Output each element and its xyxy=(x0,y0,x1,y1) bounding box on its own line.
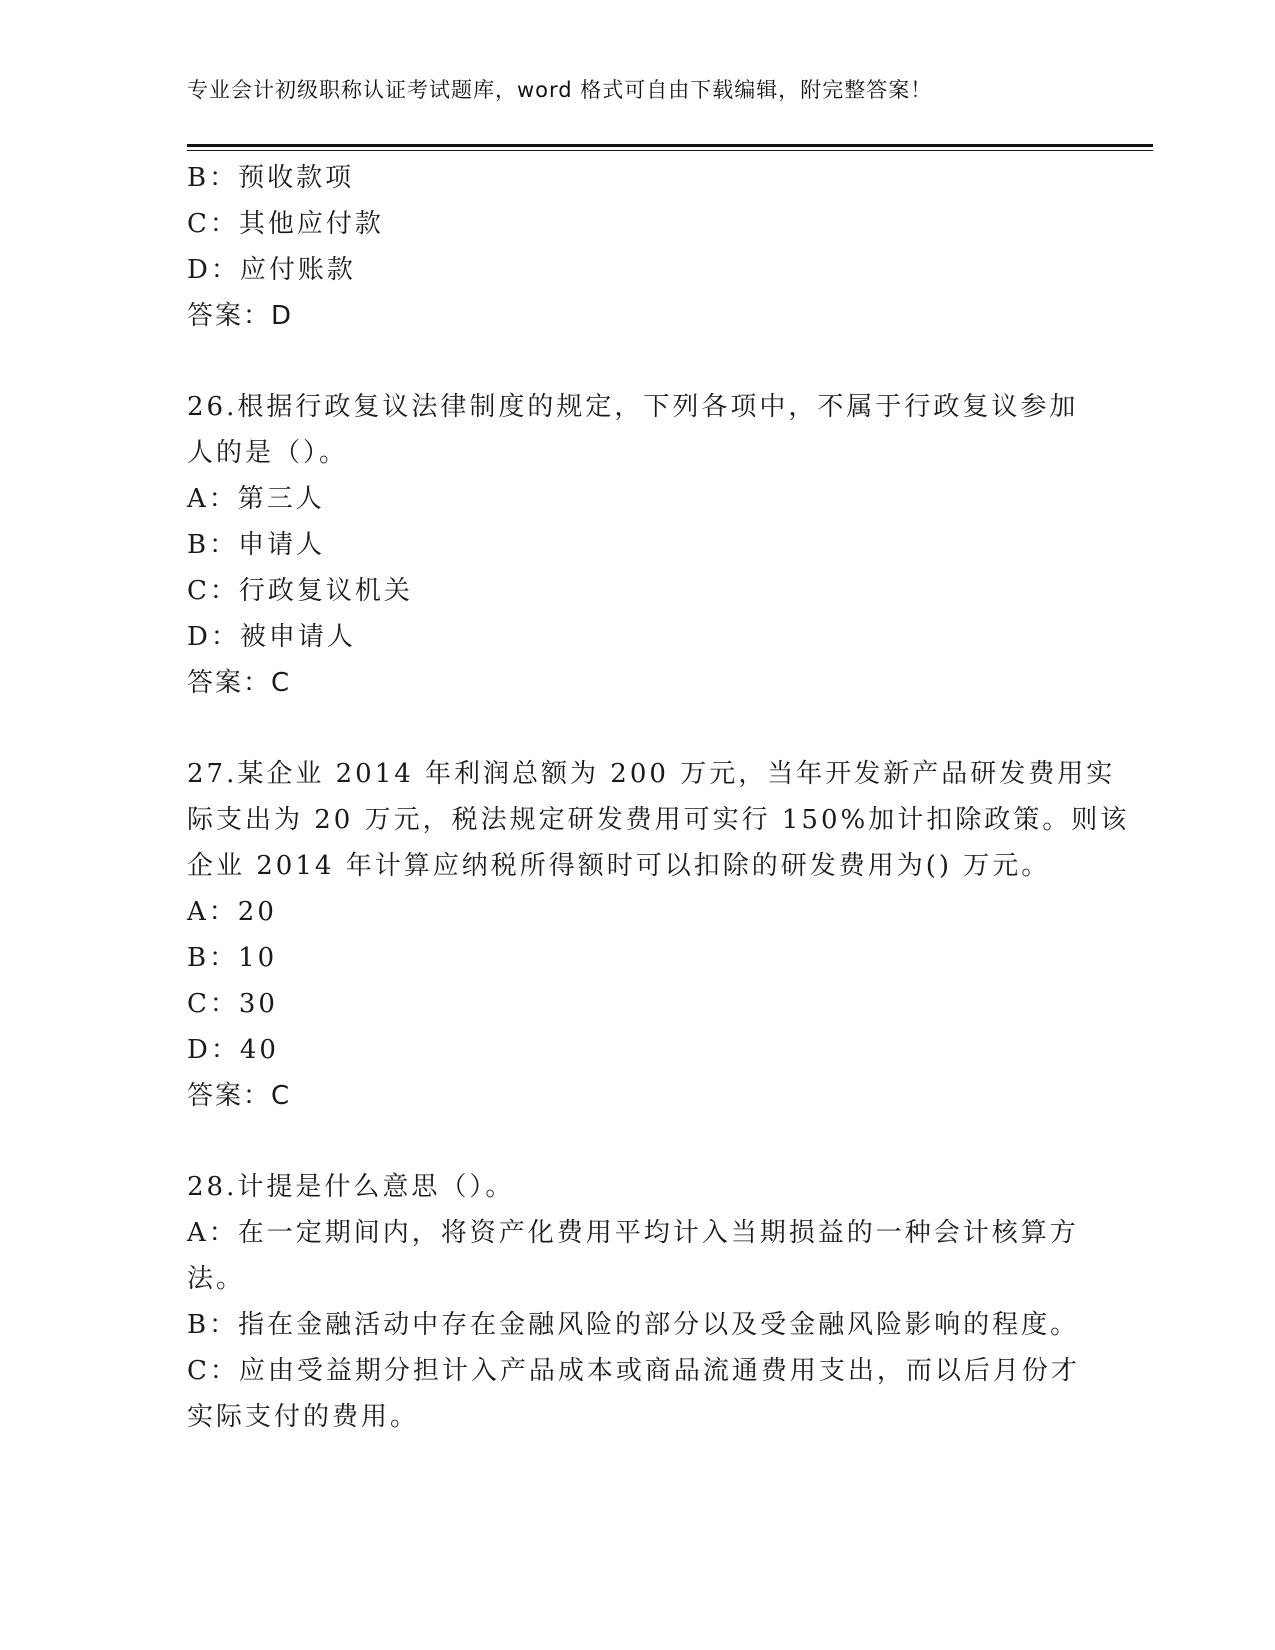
option-a: A：20 xyxy=(187,897,277,927)
option-b: B：指在金融活动中存在金融风险的部分以及受金融风险影响的程度。 xyxy=(187,1310,1080,1340)
answer-line: 答案：D xyxy=(187,301,294,331)
option-c: C：其他应付款 xyxy=(187,209,384,239)
answer-line: 答案：C xyxy=(187,1081,292,1111)
option-d: D：应付账款 xyxy=(187,255,356,285)
option-c: C：应由受益期分担计入产品成本或商品流通费用支出，而以后月份才 xyxy=(187,1356,1080,1386)
option-a: A：在一定期间内，将资产化费用平均计入当期损益的一种会计核算方 xyxy=(187,1218,1079,1248)
option-b: B：预收款项 xyxy=(187,163,355,193)
spacer xyxy=(187,706,1087,751)
question-stem: 28.计提是什么意思（）。 xyxy=(187,1172,515,1202)
question-25 xyxy=(187,155,1087,339)
option-c: C：行政复议机关 xyxy=(187,576,413,606)
question-27 xyxy=(187,751,1130,1119)
question-content xyxy=(187,155,1130,1440)
option-d: D：40 xyxy=(187,1035,279,1065)
question-26 xyxy=(187,384,1087,706)
option-c-continued: 实际支付的费用。 xyxy=(187,1402,420,1432)
question-stem: 人的是（）。 xyxy=(187,438,349,468)
option-a: A：第三人 xyxy=(187,484,325,514)
spacer xyxy=(187,339,1087,384)
option-b: B：申请人 xyxy=(187,530,326,560)
option-b: B：10 xyxy=(187,943,278,973)
question-28 xyxy=(187,1164,1087,1440)
answer-line: 答案：C xyxy=(187,668,292,698)
question-stem: 企业 2014 年计算应纳税所得额时可以扣除的研发费用为() 万元。 xyxy=(187,851,1051,881)
header-divider xyxy=(187,144,1153,151)
spacer xyxy=(187,1119,1087,1164)
option-a-continued: 法。 xyxy=(187,1264,246,1294)
question-stem: 际支出为 20 万元，税法规定研发费用可实行 150%加计扣除政策。则该 xyxy=(187,805,1130,835)
option-c: C：30 xyxy=(187,989,278,1019)
question-stem: 26.根据行政复议法律制度的规定，下列各项中，不属于行政复议参加 xyxy=(187,392,1079,422)
question-stem: 27.某企业 2014 年利润总额为 200 万元，当年开发新产品研发费用实 xyxy=(187,759,1116,789)
option-d: D：被申请人 xyxy=(187,622,356,652)
page-header: 专业会计初级职称认证考试题库，word 格式可自由下载编辑，附完整答案！ xyxy=(187,78,933,102)
